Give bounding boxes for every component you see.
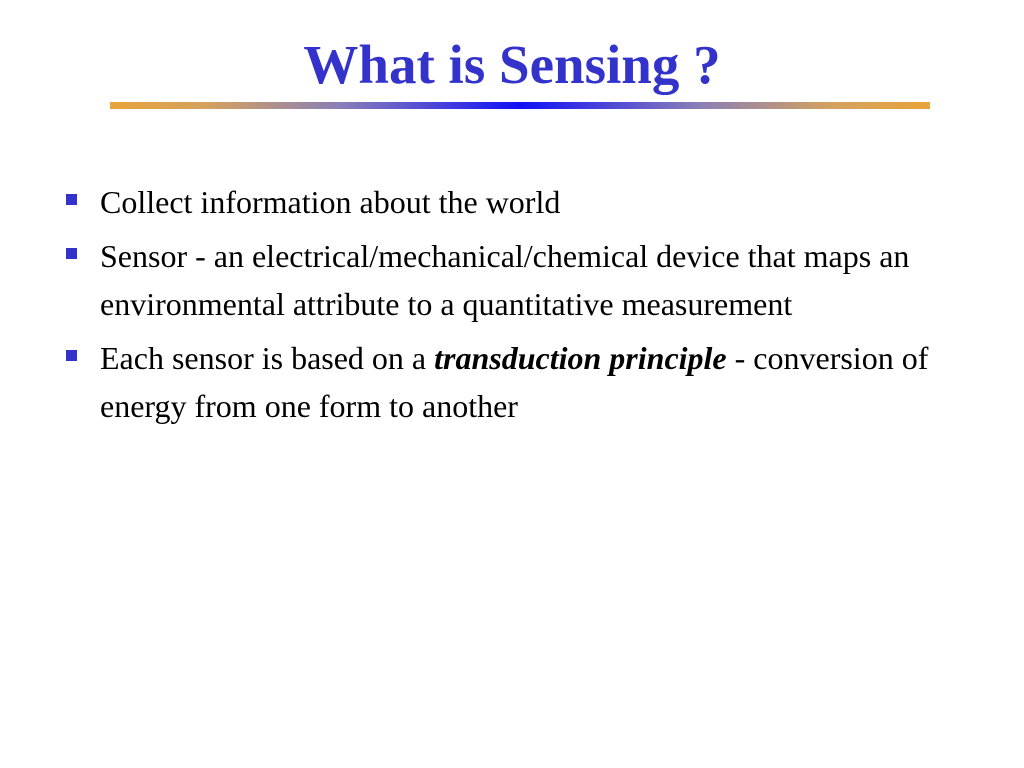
bullet-text: Sensor - an electrical/mechanical/chemical device that maps an environmental attribute to a quantitative measurement — [100, 238, 910, 322]
title-underline-rule — [110, 102, 930, 109]
bullet-item-1 — [60, 178, 960, 226]
bullet-emphasis-term: transduction principle — [434, 340, 727, 376]
square-bullet-icon — [66, 350, 77, 361]
bullet-text-before: Each sensor is based on a — [100, 340, 435, 376]
square-bullet-icon — [66, 194, 77, 205]
bullet-text-after: - conversion of energy from one form to another — [100, 340, 929, 424]
bullet-item-3 — [60, 334, 960, 430]
bullet-item-2 — [60, 232, 960, 328]
bullet-list — [60, 178, 960, 436]
square-bullet-icon — [66, 248, 77, 259]
slide-title: What is Sensing ? — [303, 34, 721, 95]
bullet-text: Collect information about the world — [100, 184, 561, 220]
